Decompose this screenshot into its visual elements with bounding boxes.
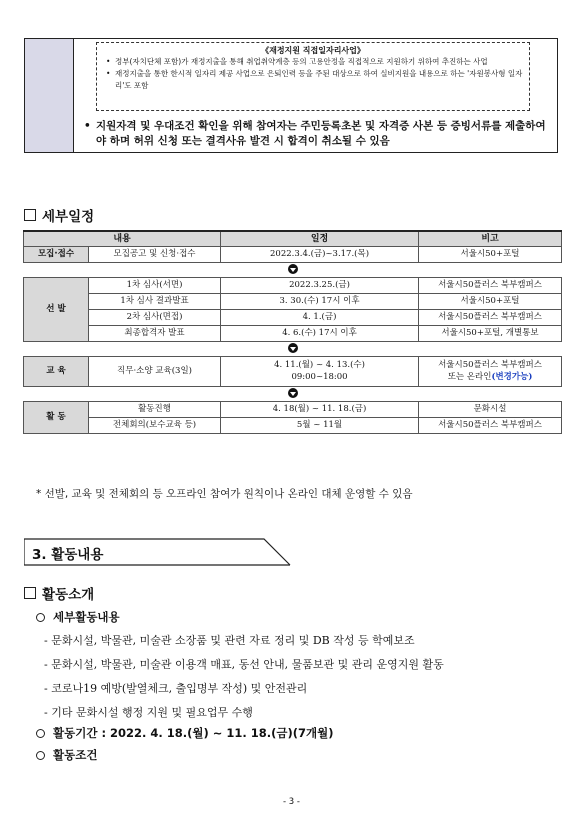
row-item: 직무·소양 교육(3일) [89,356,221,386]
direct-job-program-note [96,42,530,111]
table-row [24,356,562,386]
list-item: - 기타 문화시설 행정 지원 및 필요업무 수행 [44,706,253,719]
row-note [419,356,562,386]
row-date: 4. 1.(금) [221,309,419,325]
direct-job-program-list [103,56,523,92]
table-row [24,293,562,309]
table-row [24,417,562,433]
direct-job-program-bullet: • 재정지출을 통한 한시적 일자리 제공 사업으로 은퇴인력 등을 주된 대상으로 하여 실비지원을 내용으로 하는 '자원봉사형 일자리'도 포함 [103,68,523,92]
category-recruit: 모집·접수 [24,246,89,262]
activity-intro-heading [24,583,94,603]
table-row [24,277,562,293]
changeable-badge: (변경가능) [491,372,533,382]
circle-bullet-icon [36,729,45,738]
arrow-row [24,262,562,277]
list-item: - 문화시설, 박물관, 미술관 이용객 매표, 동선 안내, 물품보관 및 관리 운영지원 활동 [44,658,444,671]
row-note: 서울시50플러스 북부캠퍼스 [419,277,562,293]
down-arrow-icon [288,343,298,353]
circle-bullet-icon [36,613,45,622]
checkbox-square-icon [24,587,36,599]
education-location: 서울시50플러스 북부캠퍼스 [438,360,542,370]
row-item: 2차 심사(면접) [89,309,221,325]
header-note: 비고 [419,231,562,246]
schedule-heading-text: 세부일정 [42,209,95,225]
row-date: 3. 30.(수) 17시 이후 [221,293,419,309]
schedule-heading [24,205,94,225]
row-note: 서울시50플러스 북부캠퍼스 [419,309,562,325]
row-note: 서울시50플러스 북부캠퍼스 [419,417,562,433]
row-item: 전체회의(보수교육 등) [89,417,221,433]
table-row [24,246,562,262]
schedule-table [23,230,562,434]
down-arrow-icon [288,388,298,398]
category-selection: 선 발 [24,277,89,341]
arrow-row [24,341,562,356]
section-banner [24,538,292,566]
row-date: 5월 ~ 11월 [221,417,419,433]
row-date: 4. 6.(수) 17시 이후 [221,325,419,341]
document-submission-note: • 지원자격 및 우대조건 확인을 위해 참여자는 주민등록초본 및 자격증 사본 등 증빙서류를 제출하여야 하며 허위 신청 또는 결격사유 발견 시 합격이 취소될 수 있음 [82,119,553,149]
circle-bullet-icon [36,751,45,760]
list-item: - 코로나19 예방(발열체크, 출입명부 작성) 및 안전관리 [44,682,308,695]
row-item: 모집공고 및 신청·접수 [89,246,221,262]
activity-conditions [36,747,97,763]
row-item: 1차 심사(서면) [89,277,221,293]
checkbox-square-icon [24,209,36,221]
direct-job-program-bullet: • 정부(자치단체 포함)가 재정지출을 통해 취업취약계층 등의 고용안정을 직접적으로 지원하기 위하여 추진하는 사업 [103,56,523,68]
education-online-option: 또는 온라인 [447,372,492,382]
activity-intro-heading-text: 활동소개 [42,587,95,603]
row-date: 2022.3.25.(금) [221,277,419,293]
table-row [24,401,562,417]
list-item: - 문화시설, 박물관, 미술관 소장품 및 관련 자료 정리 및 DB 작성 등 학예보조 [44,634,415,647]
table-row [24,309,562,325]
section-title: 3. 활동내용 [32,547,104,563]
row-date: 2022.3.4.(금)~3.17.(목) [221,246,419,262]
table-header-row [24,231,562,246]
education-time: 09:00~18:00 [291,372,348,382]
detail-activities-title [36,609,120,625]
row-item: 활동진행 [89,401,221,417]
row-note: 서울시50+포털 [419,246,562,262]
activity-conditions-text: 활동조건 [53,748,98,762]
page-number: - 3 - [283,797,300,807]
direct-job-program-title: 《재정지원 직접일자리사업》 [261,46,365,55]
row-date: 4. 18(월) ~ 11. 18.(금) [221,401,419,417]
arrow-row [24,386,562,401]
row-note: 서울시50+포털, 개별통보 [419,325,562,341]
category-education: 교 육 [24,356,89,386]
education-date-range: 4. 11.(월) ~ 4. 13.(수) [274,360,365,370]
down-arrow-icon [288,264,298,274]
row-date [221,356,419,386]
activity-period-text: 활동기간 : 2022. 4. 18.(월) ~ 11. 18.(금)(7개월) [53,726,334,740]
header-content: 내용 [24,231,221,246]
header-schedule: 일정 [221,231,419,246]
table-row [24,325,562,341]
schedule-footnote: * 선발, 교육 및 전체회의 등 오프라인 참여가 원칙이나 온라인 대체 운영할 수 있음 [36,488,413,500]
category-activity: 활 동 [24,401,89,433]
row-item: 최종합격자 발표 [89,325,221,341]
row-note: 문화시설 [419,401,562,417]
eligibility-box [24,38,558,153]
eligibility-box-label-cell [25,39,74,152]
detail-activities-title-text: 세부활동내용 [53,610,120,624]
eligibility-box-content [74,39,557,152]
row-note: 서울시50+포털 [419,293,562,309]
row-item: 1차 심사 결과발표 [89,293,221,309]
activity-period [36,725,334,741]
